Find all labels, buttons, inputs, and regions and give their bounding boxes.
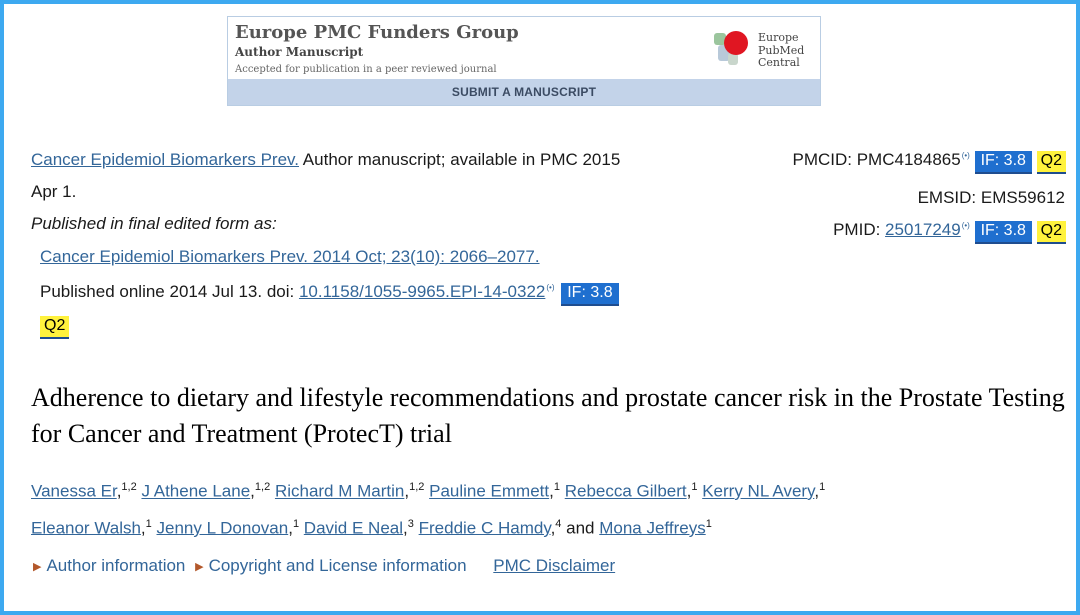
logo-line-1: Europe — [758, 31, 799, 44]
affiliation-superscript: 1 — [819, 481, 826, 493]
pmcid-text: PMCID: PMC4184865 — [792, 150, 961, 169]
citation-line-1 — [31, 150, 620, 170]
affiliation-superscript: 1 — [145, 517, 152, 530]
banner-accepted-note: Accepted for publication in a peer reviewed journal — [235, 64, 497, 75]
funders-banner[interactable] — [227, 16, 821, 106]
pmid-line — [833, 220, 1066, 244]
article-title: Adherence to dietary and lifestyle recommendations and prostate cancer risk in the Prostate Testing for Cancer and Treatment (ProtecT) trial — [31, 383, 1065, 448]
emsid-text: EMSID: EMS59612 — [917, 188, 1065, 207]
journal-link[interactable]: Cancer Epidemiol Biomarkers Prev. — [31, 150, 299, 169]
quartile-badge[interactable]: Q2 — [40, 316, 69, 339]
affiliation-superscript: 3 — [407, 517, 414, 530]
pmid-link[interactable]: 25017249 — [885, 220, 961, 239]
author-information-toggle[interactable]: Author information — [46, 556, 186, 575]
impact-factor-badge[interactable]: IF: 3.8 — [975, 221, 1032, 244]
broadcast-icon[interactable]: (•) — [546, 283, 555, 293]
triangle-right-icon: ▶ — [195, 561, 204, 573]
author-link[interactable]: Eleanor Walsh — [31, 518, 141, 538]
copyright-license-toggle[interactable]: Copyright and License information — [208, 556, 467, 575]
author-link[interactable]: Vanessa Er — [31, 481, 117, 501]
affiliation-superscript: 1,2 — [409, 481, 425, 493]
pmid-label: PMID: — [833, 220, 886, 239]
availability-date: Apr 1. — [31, 182, 77, 201]
author-link[interactable]: Pauline Emmett — [429, 481, 550, 501]
published-online-text: Published online 2014 Jul 13. doi: — [40, 282, 299, 301]
affiliation-superscript: 1,2 — [254, 481, 271, 493]
impact-factor-badge[interactable]: IF: 3.8 — [975, 151, 1032, 174]
affiliation-superscript: 1 — [705, 517, 712, 530]
quartile-badge[interactable]: Q2 — [1037, 221, 1066, 244]
logo-line-3: Central — [758, 56, 800, 69]
affiliation-superscript: 4 — [555, 517, 562, 530]
affiliation-superscript: 1 — [553, 481, 560, 493]
doi-link[interactable]: 10.1158/1055-9965.EPI-14-0322 — [298, 282, 546, 301]
triangle-right-icon: ▶ — [33, 561, 42, 573]
logo-line-2: PubMed — [758, 43, 805, 57]
author-link[interactable]: Jenny L Donovan — [156, 518, 289, 538]
europe-pmc-logo-icon — [712, 27, 752, 69]
pmcid-line — [793, 150, 1067, 174]
affiliation-superscript: 1 — [691, 481, 698, 493]
quartile-badge[interactable]: Q2 — [1037, 151, 1066, 174]
author-link[interactable]: Richard M Martin — [274, 481, 405, 501]
author-link[interactable]: Freddie C Hamdy — [418, 518, 551, 538]
broadcast-icon[interactable]: (•) — [961, 221, 970, 231]
author-link[interactable]: David E Neal — [303, 518, 404, 538]
availability-text: Author manuscript; available in PMC 2015 — [302, 150, 621, 169]
broadcast-icon[interactable]: (•) — [961, 151, 970, 161]
pmc-disclaimer-link[interactable]: PMC Disclaimer — [493, 556, 616, 575]
author-link[interactable]: J Athene Lane — [141, 481, 251, 501]
affiliation-superscript: 1 — [292, 517, 300, 530]
published-label: Published in final edited form as: — [31, 214, 277, 233]
author-link[interactable]: Kerry NL Avery — [702, 481, 815, 501]
author-link[interactable]: Rebecca Gilbert — [564, 481, 687, 501]
author-list: Vanessa Er,$^{1,2}$ J Athene Lane,$^{1,2}$ Richard M Martin,$^{1,2}$ Pauline Emmett,$^1$ Rebecca Gilbert,$^1$ Kerry NL Avery,$^1$ Eleanor Walsh,$^1$ Jenny L Donovan,$^1$ David E Neal,$^3$ Freddie C Hamdy,$^4$ and Mona Jeffreys$^1$ — [31, 481, 826, 538]
banner-subtitle: Author Manuscript — [235, 45, 364, 59]
impact-factor-badge[interactable]: IF: 3.8 — [561, 283, 618, 306]
final-citation-link[interactable]: Cancer Epidemiol Biomarkers Prev. 2014 Oct; 23(10): 2066–2077. — [40, 247, 540, 266]
author-link[interactable]: Mona Jeffreys — [599, 518, 706, 538]
banner-title: Europe PMC Funders Group — [235, 22, 519, 43]
submit-manuscript-button[interactable]: SUBMIT A MANUSCRIPT — [228, 79, 820, 105]
affiliation-superscript: 1,2 — [121, 481, 137, 493]
article-info-links — [33, 556, 615, 576]
europe-pmc-logo-text — [758, 32, 804, 70]
published-online-line — [40, 282, 619, 306]
